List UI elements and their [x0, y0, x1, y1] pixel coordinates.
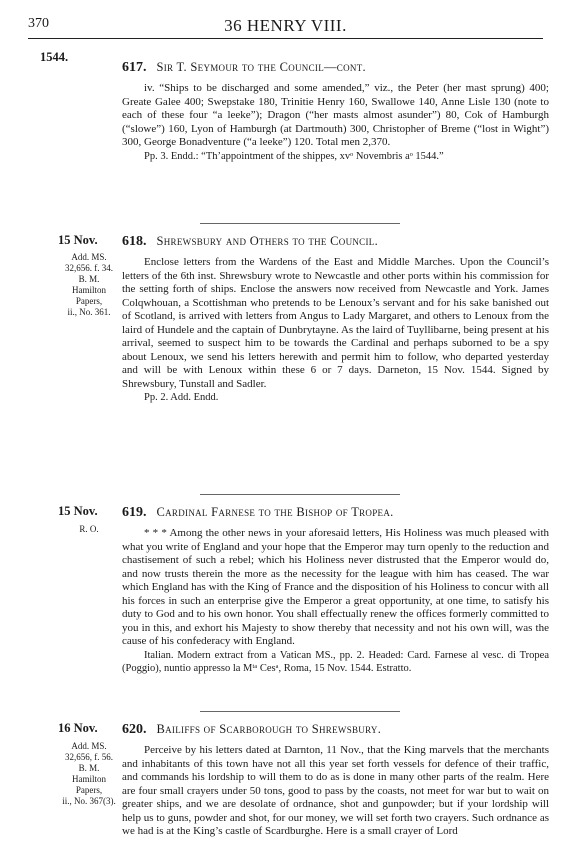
source-line: Papers, [75, 785, 103, 795]
entry-source [60, 741, 118, 807]
entry-618 [122, 234, 549, 250]
source-line: Add. MS. [71, 252, 107, 262]
entry-source [60, 252, 118, 318]
entry-separator [200, 223, 400, 224]
entry-number: 620. [122, 722, 147, 737]
source-line: Papers, [75, 296, 103, 306]
running-title: 36 HENRY VIII. [224, 16, 347, 35]
source-line: Add. MS. [71, 741, 107, 751]
header-rule [28, 38, 543, 39]
year-label: 1544. [40, 50, 69, 64]
entry-title: Bailiffs of Scarborough to Shrewsbury. [156, 722, 382, 736]
entry-number: 618. [122, 234, 147, 249]
running-header [28, 16, 543, 34]
entry-paragraph: Enclose letters from the Wardens of the East and Middle Marches. Upon the Council’s letters of the 6th inst. Shrewsbury wrote to Newcastle and other ports within his commission for the setting forth of ships. Enclose the answers now received from Newcastle and York. James Colqwhouan, a Scottishman who pretends to be Lenoux’s servant and for his sake banished out of Scotland, is arrived with letters from Angus to Lady Margaret, and others to Lenoux from the laird of Hundele and the captain of Dunbrytayne. As the laird of Tuyllibarne, being present at his arrival, seemed to suspect him to be towards the Cardinal and perhaps suborned to be a spy about Lenoux, we send his letters herewith and permit him to follow, who departed yesterday and will be with Lenoux within these 6 or 7 days. Darneton, 15 Nov. 1544. Signed by Shrewsbury, Tunstall and Sadler. [122, 256, 549, 390]
source-line: ii., No. 367(3). [62, 796, 116, 806]
entry-heading [122, 505, 549, 521]
entry-617-body [122, 82, 549, 163]
entry-title: Sir T. Seymour to the Council—cont. [156, 60, 366, 74]
source-line: Hamilton [72, 285, 106, 295]
entry-source [60, 524, 118, 535]
entry-separator [200, 494, 400, 495]
entry-date: 15 Nov. [58, 233, 98, 247]
entry-number: 617. [122, 60, 147, 75]
source-line: 32,656. f. 34. [65, 263, 113, 273]
entry-619 [122, 505, 549, 521]
entry-paragraph: iv. “Ships to be discharged and some amended,” viz., the Peter (her mast sprung) 400; Greate Galee 400; Swepstake 180, Trinitie Henry 160, Swallowe 140, Anne Lisle 130 (note to each of these four “a leeke”); Dragon (“her masts almost asunder”) 80, Cok of Hamburgh (“slowe”) 160, Lyon of Hamburgh (at Dartmouth) 300, Christopher of Breme (“lost in Wight”) 300, George Bonadventure (“a leeke”) 120. Total men 2,370. [122, 82, 549, 148]
entry-title: Cardinal Farnese to the Bishop of Tropea. [156, 505, 394, 519]
entry-paragraph: Perceive by his letters dated at Darnton, 11 Nov., that the King marvels that the merchants and inhabitants of this town have not all this year set forth vessels for defence of their traffic, and commands his lordship to will them to do as is done in many other parts of the realm. Here are four small crayers under 50 tons, good to pass by the coasts, not meet for war but to wait on greater ships, and we are desolate of ordnance, shot and gunpowder; but if your lordship will help us to guns, powder and shot, for our money, we will set forth two crayers. Such ordnance as we had is at the King’s castle of Scardburghe. Here is a small crayer of Lord [122, 744, 549, 837]
source-line: Hamilton [72, 774, 106, 784]
entry-heading [122, 234, 549, 250]
source-line: ii., No. 361. [67, 307, 111, 317]
entry-heading [122, 60, 549, 76]
entry-heading [122, 722, 549, 738]
source-line: R. O. [79, 524, 99, 534]
entry-619-body [122, 527, 549, 676]
entry-617 [122, 60, 549, 76]
entry-title: Shrewsbury and Others to the Council. [156, 234, 379, 248]
entry-number: 619. [122, 505, 147, 520]
entry-endorsement: Italian. Modern extract from a Vatican MS., pp. 2. Headed: Card. Farnese al vesc. di Tropea (Poggio), nuntio appresso la Mᵗᵃ Cesᵃ, Roma, 15 Nov. 1544. Estratto. [122, 649, 549, 674]
source-line: B. M. [78, 763, 100, 773]
entry-618-body [122, 256, 549, 405]
source-line: 32,656, f. 56. [65, 752, 113, 762]
entry-620 [122, 722, 549, 738]
entry-date: 16 Nov. [58, 721, 98, 735]
entry-endorsement: Pp. 3. Endd.: “Th’appointment of the shippes, xvᵒ Novembris aᵒ 1544.” [144, 150, 444, 162]
entry-endorsement: Pp. 2. Add. Endd. [144, 392, 219, 403]
source-line: B. M. [78, 274, 100, 284]
entry-separator [200, 711, 400, 712]
page-number: 370 [28, 16, 49, 31]
entry-date: 15 Nov. [58, 504, 98, 518]
entry-620-body [122, 744, 549, 839]
entry-paragraph: * * * Among the other news in your aforesaid letters, His Holiness was much pleased with what you write of England and your hope that the Emperor may turn openly to the reduction and chastisement of such a rebel; which his Holiness never distrusted that the Emperor would do, and now trusts therein the more as the necessity for the league with him has ceased. The war which England has with the King of France and the disposition of his Holiness to concur with all his forces in such an enterprise give the Emperor a great opportunity, at one time, to satisfy his duty to God and to his own honor. You shall effectually renew the offices formerly committed to you in this, and exhort his Majesty to show thereby that necessity and not his own will, was the cause of his confederacy with England. [122, 527, 549, 647]
